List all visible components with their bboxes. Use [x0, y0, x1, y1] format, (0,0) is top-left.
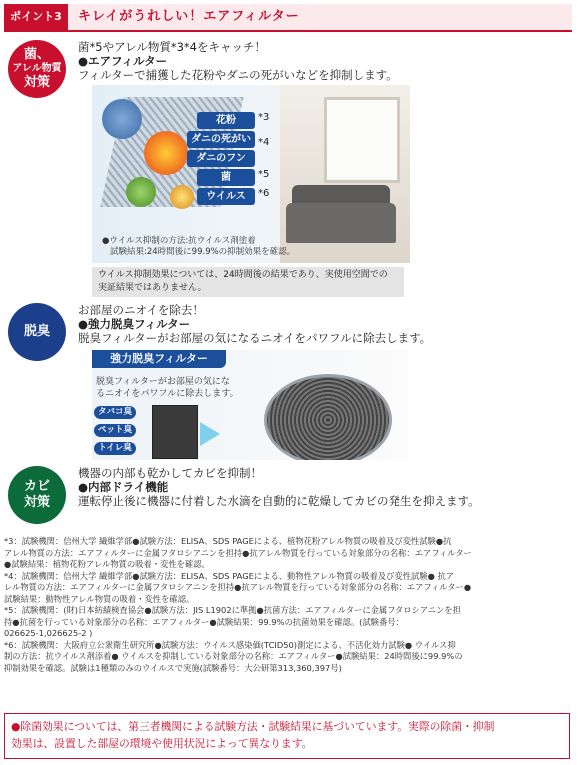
note-line: ●ウイルス抑制の方法:抗ウイルス剤塗着: [102, 236, 256, 246]
virus-method-note: [102, 236, 295, 258]
footnote-line: 持●抗菌を行っている対象部分の名称：エアフィルター●試験結果：99.9%の抗菌効果を確認。(試験番号：: [4, 616, 404, 627]
desc-line: 脱臭フィルターがお部屋の気にな: [96, 377, 230, 387]
room-photo: [280, 85, 410, 263]
badge-deodorize: [8, 303, 66, 361]
footnote-line: *4：試験機関：信州大学 繊維学部●試験方法：ELISA、SDS PAGEによる、動物性アレル物質の吸着及び変性試験● 抗ア: [4, 570, 455, 581]
note-line: ウイルス抑制効果については、24時間後の結果であり、実使用空間での: [98, 270, 388, 280]
caution-box: [4, 713, 570, 759]
note-line: 実証結果ではありません。: [98, 283, 207, 293]
badge-line: 脱臭: [23, 324, 50, 339]
note-line: 試験結果:24時間後に99.9%の抑制効果を確認。: [110, 247, 296, 257]
badge-line: 菌、: [23, 47, 50, 62]
caution-line: 効果は、設置した部屋の環境や使用状況によって異なります。: [11, 737, 313, 750]
germ-icon: [126, 177, 156, 207]
germ-icon: [170, 185, 194, 209]
germ-icon: [144, 131, 188, 175]
window-shape: [324, 97, 400, 183]
germ-icon: [102, 99, 142, 139]
footnote-line: アレル物質の方法：エアフィルターに金属フタロシアニンを担持●抗アレル物質を行っている対象部分の名称：エアフィルター: [4, 547, 472, 558]
footnote-line: *6：試験機関：大阪府立公衆衛生研究所●試験方法：ウイルス感染価(TCID50)測定による、不活化効力試験● ウイルス抑: [4, 639, 456, 650]
virus-effect-note: [92, 267, 404, 297]
section3-intro: 機器の内部も乾かしてカビを抑制！: [78, 466, 262, 480]
footnote-line: 抑制効果を確認。試験は1種類のみのウイルスで実施(試験番号：大公研第313,360,397号): [4, 662, 342, 673]
caution-line: ●除菌効果については、第三者機関による試験方法・試験結果に基づいています。実際の除菌・抑制: [11, 720, 495, 733]
section3-heading: ●内部ドライ機能: [78, 480, 169, 494]
odor-tobacco: タバコ臭: [94, 406, 136, 419]
filter-closeup: [264, 374, 392, 460]
label-note: *3: [258, 112, 270, 123]
label-note: *6: [258, 188, 270, 199]
badge-line: 対策: [23, 495, 50, 510]
filter-plate: [152, 405, 198, 459]
odor-pet: ペット臭: [94, 424, 136, 437]
panel-desc: [96, 376, 238, 400]
footnote-line: *5：試験機関：(財)日本紡績検査協会●試験方法：JIS L1902に準拠●抗菌方法：エアフィルターに金属フタロシアニンを担: [4, 605, 461, 615]
label-virus: ウイルス: [197, 188, 255, 205]
label-note: *4: [258, 137, 270, 148]
section2-body: 脱臭フィルターがお部屋の気になるニオイをパワフルに除去します。: [78, 331, 432, 345]
footnote-line: 制の方法：抗ウイルス剤添着● ウイルスを抑制している対象部分の名称：エアフィルター●試験結果：24時間後に99.9%の: [4, 651, 463, 661]
panel-title: 強力脱臭フィルター: [92, 350, 226, 368]
footnote-line: *3：試験機関：信州大学 繊維学部●試験方法：ELISA、SDS PAGEによる、植物花粉アレル物質の吸着及び変性試験●抗: [4, 536, 452, 546]
footnote-line: 026625-1,026625-2 ): [4, 628, 93, 638]
arrow-icon: [200, 422, 220, 446]
badge-germ-allergen: [8, 40, 66, 98]
section1-body: フィルターで捕獲した花粉やダニの死がいなどを抑制します。: [78, 68, 398, 82]
label-mite-feces: ダニのフン: [187, 150, 255, 167]
section2-heading: ●強力脱臭フィルター: [78, 317, 191, 331]
label-pollen: 花粉: [197, 112, 255, 129]
deodorize-illustration: [92, 350, 408, 460]
section-title: キレイがうれしい！エアフィルター: [78, 9, 300, 24]
label-mite-remains: ダニの死がい: [187, 131, 255, 148]
label-bacteria: 菌: [197, 169, 255, 186]
badge-mold: [8, 466, 66, 524]
badge-line: 対策: [23, 75, 50, 90]
label-note: *5: [258, 169, 270, 180]
section1-intro: 菌*5やアレル物質*3*4をキャッチ！: [78, 40, 266, 54]
desc-line: るニオイをパワフルに除去します。: [96, 389, 239, 399]
odor-toilet: トイレ臭: [94, 442, 136, 455]
section3-body: 運転停止後に機器に付着した水滴を自動的に乾燥してカビの発生を抑えます。: [78, 494, 480, 508]
sofa-shape: [286, 203, 396, 243]
badge-line: アレル物質: [12, 63, 62, 74]
point-tag: ポイント3: [4, 4, 68, 30]
footnote-line: ●試験結果：植物花粉アレル物質の吸着・変性を確認。: [4, 559, 210, 569]
section-header: [4, 4, 572, 32]
badge-line: カビ: [23, 479, 50, 494]
section2-intro: お部屋のニオイを除去！: [78, 303, 204, 317]
section1-heading: ●エアフィルター: [78, 54, 168, 68]
footnotes: [4, 536, 574, 674]
footnote-line: レル物質の方法：エアフィルターに金属フタロシアニンを担持●抗アレル物質を行っている対象部分の名称：エアフィルター●: [4, 582, 472, 592]
footnote-line: 試験結果：動物性アレル物質の吸着・変性を確認。: [4, 593, 195, 604]
